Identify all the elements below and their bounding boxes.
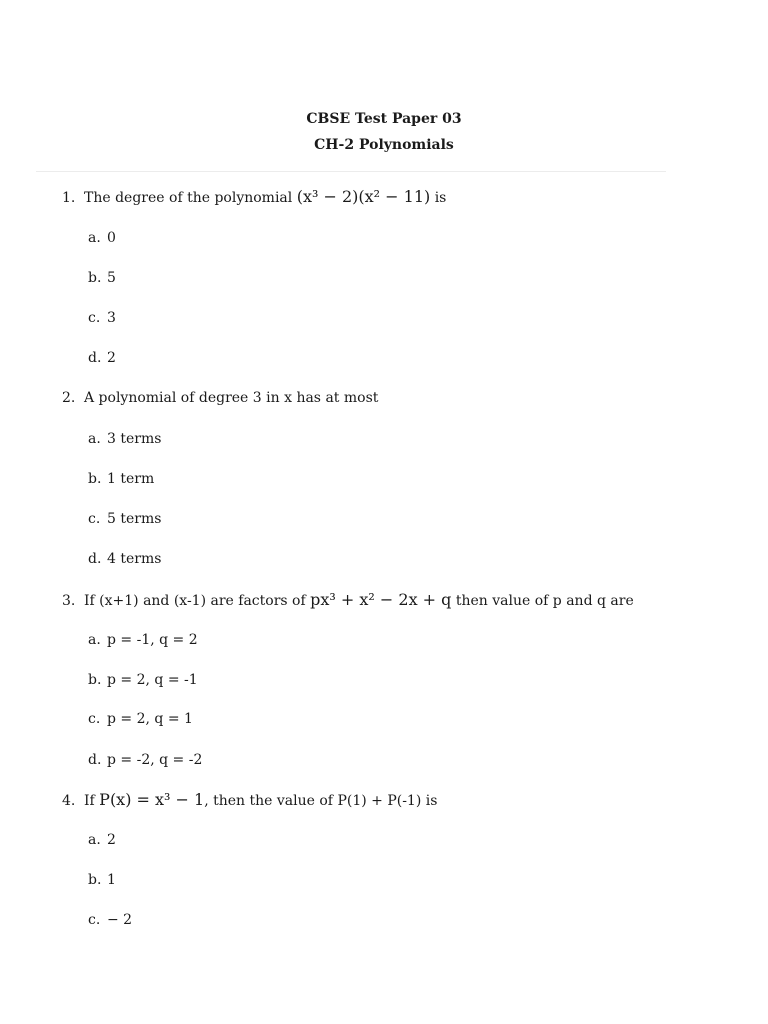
option-1b: [88, 270, 116, 286]
option-letter: c.: [88, 511, 101, 527]
page-header: [0, 106, 768, 158]
option-4c: [88, 912, 132, 928]
option-1d: [88, 350, 116, 366]
option-letter: b.: [88, 270, 102, 286]
option-text: p = 2, q = -1: [107, 672, 198, 688]
question-math: (x³ − 2)(x² − 11): [296, 187, 431, 206]
option-text: − 2: [107, 912, 133, 928]
option-2c: [88, 511, 161, 527]
option-3a: [88, 632, 198, 648]
option-letter: a.: [88, 632, 101, 648]
option-text: 5 terms: [107, 511, 162, 527]
question-3: [62, 590, 634, 609]
option-text: 3: [107, 310, 116, 326]
question-number: 1.: [62, 190, 76, 206]
question-text: A polynomial of degree 3 in x has at most: [84, 390, 379, 406]
question-text: The degree of the polynomial: [84, 190, 293, 206]
question-text: If: [84, 793, 95, 809]
question-2: [62, 390, 378, 406]
option-letter: c.: [88, 711, 101, 727]
option-letter: b.: [88, 471, 102, 487]
option-2b: [88, 471, 154, 487]
question-1: [62, 187, 446, 206]
option-letter: d.: [88, 752, 102, 768]
option-text: p = -1, q = 2: [107, 632, 198, 648]
option-4a: [88, 832, 116, 848]
option-letter: a.: [88, 431, 101, 447]
question-text-after: , then the value of P(1) + P(-1) is: [204, 793, 438, 809]
option-text: 3 terms: [107, 431, 162, 447]
option-text: 2: [107, 350, 116, 366]
option-text: 1: [107, 872, 116, 888]
option-letter: d.: [88, 350, 102, 366]
option-text: p = -2, q = -2: [107, 752, 203, 768]
option-text: 4 terms: [107, 551, 162, 567]
option-text: 1 term: [107, 471, 155, 487]
question-number: 4.: [62, 793, 76, 809]
option-letter: d.: [88, 551, 102, 567]
option-letter: b.: [88, 872, 102, 888]
option-text: 2: [107, 832, 116, 848]
question-number: 2.: [62, 390, 76, 406]
page-title: CBSE Test Paper 03: [306, 111, 462, 127]
option-letter: a.: [88, 832, 101, 848]
option-2a: [88, 431, 161, 447]
option-3d: [88, 752, 202, 768]
option-3c: [88, 711, 193, 727]
option-letter: b.: [88, 672, 102, 688]
option-letter: c.: [88, 310, 101, 326]
question-text-after: is: [434, 190, 447, 206]
chapter-title: CH-2 Polynomials: [314, 137, 454, 153]
question-math: P(x) = x³ − 1: [99, 790, 205, 809]
option-4b: [88, 872, 116, 888]
question-math: px³ + x² − 2x + q: [310, 590, 452, 609]
option-letter: c.: [88, 912, 101, 928]
option-2d: [88, 551, 161, 567]
option-3b: [88, 672, 198, 688]
question-text: If (x+1) and (x-1) are factors of: [84, 593, 306, 609]
option-letter: a.: [88, 230, 101, 246]
question-text-after: then value of p and q are: [455, 593, 634, 609]
header-divider: [36, 171, 666, 172]
option-text: 0: [107, 230, 116, 246]
option-text: p = 2, q = 1: [107, 711, 193, 727]
option-1a: [88, 230, 116, 246]
option-text: 5: [107, 270, 116, 286]
option-1c: [88, 310, 116, 326]
question-number: 3.: [62, 593, 76, 609]
question-4: [62, 790, 437, 809]
